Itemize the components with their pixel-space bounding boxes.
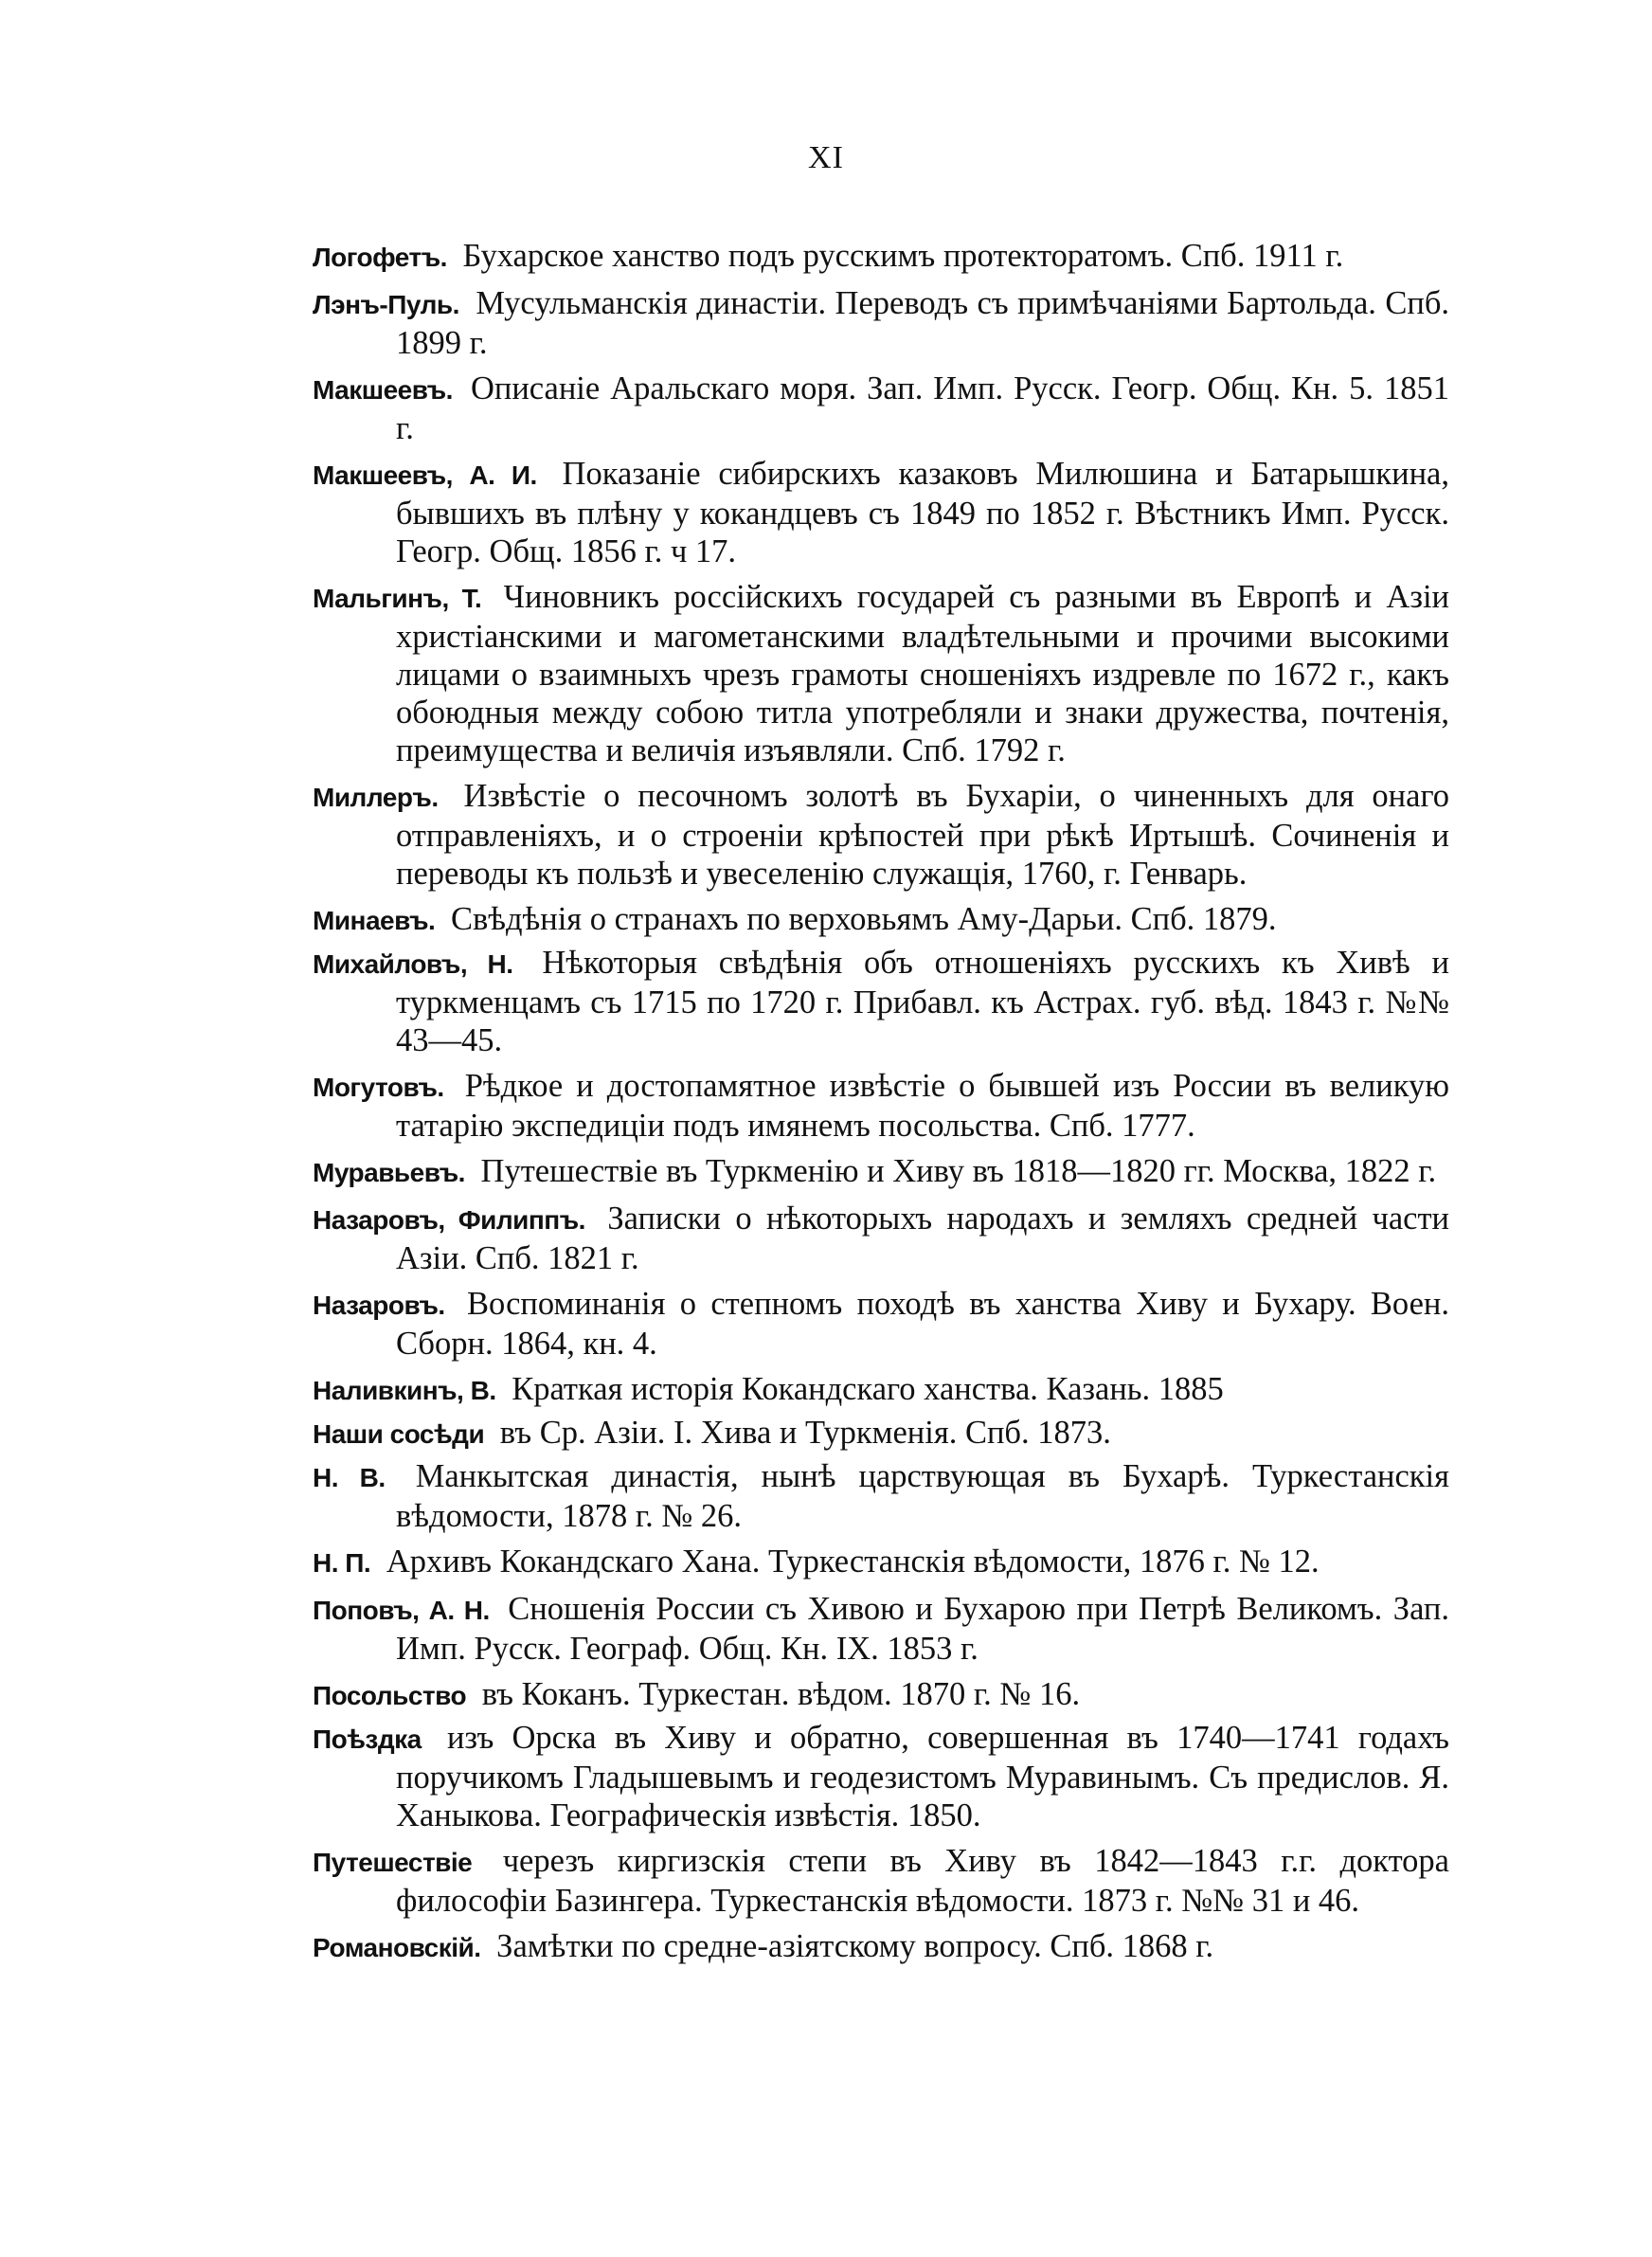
entry-author: Поѣздка [313, 1724, 422, 1754]
bibliography-entry [313, 1067, 1449, 1145]
entry-author: Макшеевъ. [313, 375, 453, 405]
entry-text: Нѣкоторыя свѣдѣнія объ отношеніяхъ русскихъ къ Хивѣ и туркменцамъ съ 1715 по 1720 г. Прибавл. къ Астрах. губ. вѣд. 1843 г. №№ 43—45. [396, 945, 1450, 1058]
bibliography-entry [313, 1414, 1449, 1454]
entry-text: Чиновникъ россійскихъ государей съ разными въ Европѣ и Азіи христіанскими и магометанскими владѣтельными и прочими высокими лицами о взаимныхъ чрезъ грамоты сношеніяхъ издревле по 1672 г., какъ обоюдныя между собою титла употребляли и знаки дружества, почтенія, преимущества и величія изъявляли. Спб. 1792 г. [396, 579, 1450, 768]
entry-author: Минаевъ. [313, 906, 436, 935]
entry-text: Записки о нѣкоторыхъ народахъ и земляхъ средней части Азіи. Спб. 1821 г. [396, 1201, 1450, 1276]
entry-text: въ Коканъ. Туркестан. вѣдом. 1870 г. № 16. [481, 1676, 1081, 1712]
bibliography-entry [313, 1675, 1449, 1715]
bibliography-entry [313, 1543, 1449, 1582]
entry-author: Романовскій. [313, 1933, 481, 1962]
bibliography-entry [313, 578, 1449, 769]
bibliography-entry [313, 1590, 1449, 1668]
entry-text: Свѣдѣнія о странахъ по верховьямъ Аму-Дарьи. Спб. 1879. [450, 901, 1277, 937]
bibliography-entry [313, 1152, 1449, 1192]
entry-author: Н. В. [313, 1463, 386, 1492]
entry-author: Путешествіе [313, 1848, 473, 1877]
entry-text: Воспоминанія о степномъ походѣ въ ханства Хиву и Бухару. Воен. Сборн. 1864, кн. 4. [396, 1286, 1450, 1362]
entry-text: въ Ср. Азіи. I. Хива и Туркменія. Спб. 1873. [499, 1415, 1111, 1451]
bibliography-entry [313, 1285, 1449, 1363]
entry-text: Описаніе Аральскаго моря. Зап. Имп. Русск. Геогр. Общ. Кн. 5. 1851 г. [396, 370, 1450, 446]
entry-text: Рѣдкое и достопамятное извѣстіе о бывшей изъ России въ великую татарію экспедиціи подъ имянемъ посольства. Спб. 1777. [396, 1068, 1449, 1144]
entry-author: Наливкинъ, В. [313, 1376, 496, 1405]
entry-text: Показаніе сибирскихъ казаковъ Милюшина и Батарышкина, бывшихъ въ плѣну у кокандцевъ съ 1849 по 1852 г. Вѣстникъ Имп. Русск. Геогр. Общ. 1856 г. ч 17. [396, 456, 1449, 569]
entry-text: Краткая исторія Кокандскаго ханства. Казань. 1885 [512, 1371, 1224, 1407]
entry-author: Мальгинъ, Т. [313, 584, 482, 613]
entry-author: Назаровъ, Филиппъ. [313, 1205, 585, 1235]
page-number: XI [808, 140, 844, 175]
entry-author: Наши сосѣди [313, 1419, 485, 1449]
bibliography-entry [313, 1457, 1449, 1535]
entry-author: Лэнъ-Пуль. [313, 290, 459, 319]
entry-author: Назаровъ. [313, 1291, 445, 1320]
entry-text: Бухарское ханство подъ русскимъ протекторатомъ. Спб. 1911 г. [462, 238, 1344, 274]
entry-text: Извѣстіе о песочномъ золотѣ въ Бухаріи, о чиненныхъ для онаго отправленіяхъ, и о строеніи крѣпостей при рѣкѣ Иртышѣ. Сочиненія и переводы къ пользѣ и увеселенію служащія, 1760, г. Генварь. [396, 778, 1449, 892]
bibliography-entry [313, 944, 1449, 1059]
entry-author: Логофетъ. [313, 243, 447, 272]
entry-author: Посольство [313, 1681, 467, 1710]
entry-text: Путешествіе въ Туркменію и Хиву въ 1818—1820 гг. Москва, 1822 г. [480, 1153, 1437, 1189]
bibliography-entry [313, 1370, 1449, 1410]
bibliography-entry [313, 777, 1449, 893]
entry-text: черезъ киргизскія степи въ Хиву въ 1842—1843 г.г. доктора философіи Базингера. Туркестанскія вѣдомости. 1873 г. №№ 31 и 46. [396, 1843, 1449, 1919]
entry-author: Миллеръ. [313, 783, 439, 812]
entry-text: Замѣтки по средне-азіятскому вопросу. Спб. 1868 г. [496, 1928, 1214, 1964]
bibliography-entry [313, 1842, 1449, 1920]
entry-author: Макшеевъ, А. И. [313, 460, 537, 490]
bibliography-entry [313, 237, 1449, 277]
entry-text: Сношенія России съ Хивою и Бухарою при Петрѣ Великомъ. Зап. Имп. Русск. Географ. Общ. Кн. IX. 1853 г. [396, 1591, 1450, 1667]
bibliography-entry [313, 455, 1449, 570]
bibliography-entry [313, 900, 1449, 940]
entry-author: Могутовъ. [313, 1073, 444, 1102]
entry-text: изъ Орска въ Хиву и обратно, совершенная въ 1740—1741 годахъ поручикомъ Гладышевымъ и геодезистомъ Муравинымъ. Съ предислов. Я. Ханыкова. Географическія извѣстія. 1850. [396, 1720, 1450, 1833]
bibliography-entry [313, 1927, 1449, 1967]
entry-author: Муравьевъ. [313, 1158, 465, 1187]
entry-text: Мусульманскія династіи. Переводъ съ примѣчаніями Бартольда. Спб. 1899 г. [396, 285, 1449, 361]
bibliography-entry [313, 1200, 1449, 1277]
entry-author: Поповъ, А. Н. [313, 1596, 490, 1625]
bibliography-entry [313, 370, 1449, 447]
entry-author: Михайловъ, Н. [313, 949, 513, 979]
bibliography-list [313, 237, 1449, 1975]
bibliography-entry [313, 284, 1449, 362]
entry-text: Архивъ Кокандскаго Хана. Туркестанскія вѣдомости, 1876 г. № 12. [386, 1544, 1320, 1580]
entry-text: Манкытская династія, нынѣ царствующая въ Бухарѣ. Туркестанскія вѣдомости, 1878 г. № 26. [396, 1458, 1449, 1534]
entry-author: Н. П. [313, 1548, 371, 1578]
bibliography-entry [313, 1719, 1449, 1834]
